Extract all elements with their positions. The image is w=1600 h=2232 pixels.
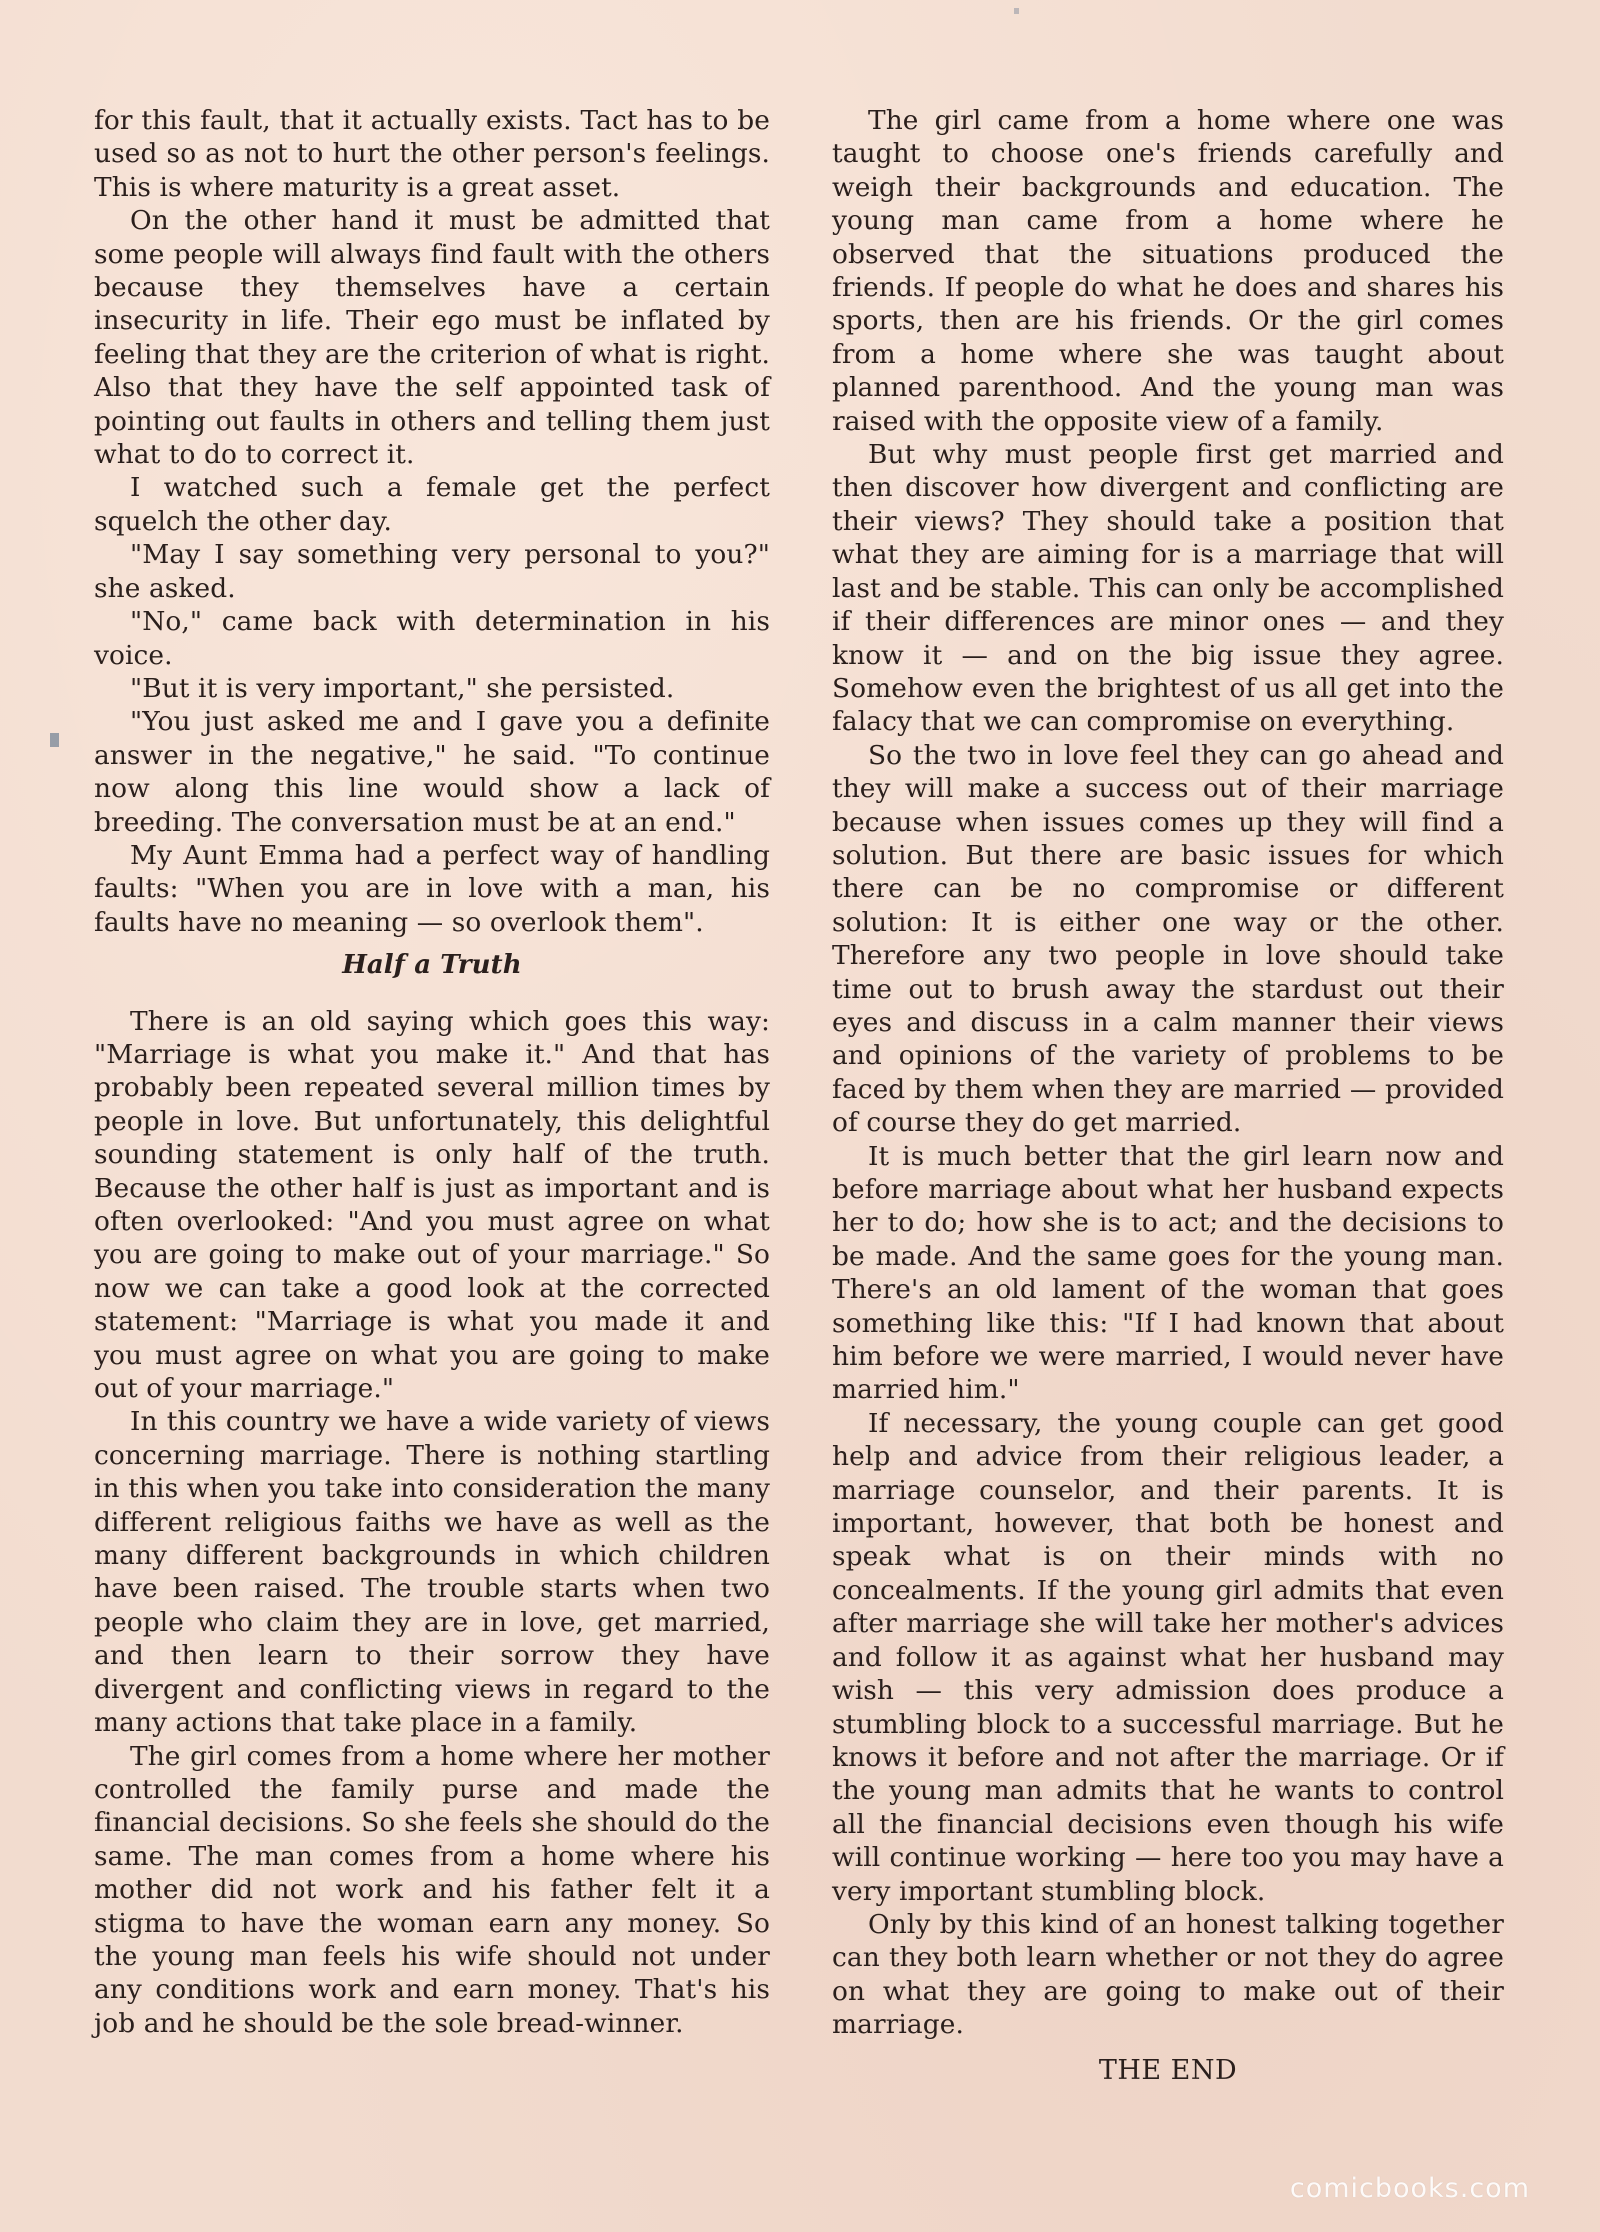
paragraph: "May I say something very personal to you?" she asked. [94,539,770,604]
paragraph: "You just asked me and I gave you a definite answer in the negative," he said. "To continue now along this line would show a lack of breeding. The conversation must be at an end." [94,706,770,838]
paragraph: I watched such a female get the perfect squelch the other day. [94,472,770,537]
paragraph: "No," came back with determination in his voice. [94,606,770,671]
paragraph: There is an old saying which goes this way: "Marriage is what you make it." And that has probably been repeated several million times by people in love. But unfortunately, this delightful sounding statement is only half of the truth. Because the other half is just as important and is often overlooked: "And you must agree on what you are going to make out of your marriage." So now we can take a good look at the corrected statement: "Marriage is what you made it and you must agree on what you are going to make out of your marriage." [94,1005,770,1405]
site-watermark: comicbooks.com [1289,2173,1530,2204]
paragraph: for this fault, that it actually exists. Tact has to be used so as not to hurt the other person's feelings. This is where maturity is a great asset. [94,105,770,203]
left-column [94,104,770,2040]
ink-speck [50,733,59,747]
paragraph: So the two in love feel they can go ahead and they will make a success out of their marriage because when issues comes up they will find a solution. But there are basic issues for which there can be no compromise or different solution: It is either one way or the other. Therefore any two people in love should take time out to brush away the stardust out their eyes and discuss in a calm manner their views and opinions of the variety of problems to be faced by them when they are married — provided of course they do get married. [832,739,1504,1139]
paragraph: The girl comes from a home where her mother controlled the family purse and made the financial decisions. So she feels she should do the same. The man comes from a home where his mother did not work and his father felt it a stigma to have the woman earn any money. So the young man feels his wife should not under any conditions work and earn money. That's his job and he should be the sole bread-winner. [94,1740,770,2039]
paragraph: In this country we have a wide variety of views concerning marriage. There is nothing startling in this when you take into consideration the many different religious faiths we have as well as the many different backgrounds in which children have been raised. The trouble starts when two people who claim they are in love, get married, and then learn to their sorrow they have divergent and conflicting views in regard to the many actions that take place in a family. [94,1406,770,1739]
paragraph: "But it is very important," she persisted. [130,672,675,704]
right-column [832,104,1504,2087]
paragraph: On the other hand it must be admitted that some people will always find fault with the others because they themselves have a certain insecurity in life. Their ego must be inflated by feeling that they are the criterion of what is right. Also that they have the self appointed task of pointing out faults in others and telling them just what to do to correct it. [94,205,770,471]
the-end-label: THE END [1098,2054,1238,2086]
ink-speck [1014,8,1019,14]
paragraph: It is much better that the girl learn now and before marriage about what her husband expects her to do; how she is to act; and the decisions to be made. And the same goes for the young man. There's an old lament of the woman that goes something like this: "If I had known that about him before we were married, I would never have married him." [832,1140,1504,1406]
paragraph: But why must people first get married and then discover how divergent and conflicting are their views? They should take a position that what they are aiming for is a marriage that will last and be stable. This can only be accomplished if their differences are minor ones — and they know it — and on the big issue they agree. Somehow even the brightest of us all get into the falacy that we can compromise on everything. [832,439,1504,738]
paragraph: The girl came from a home where one was taught to choose one's friends carefully and weigh their backgrounds and education. The young man came from a home where he observed that the situations produced the friends. If people do what he does and shares his sports, then are his friends. Or the girl comes from a home where she was taught about planned parenthood. And the young man was raised with the opposite view of a family. [832,105,1504,437]
paragraph: My Aunt Emma had a perfect way of handling faults: "When you are in love with a man, his faults have no meaning — so overlook them". [94,839,770,938]
paragraph: If necessary, the young couple can get good help and advice from their religious leader, a marriage counselor, and their parents. It is important, however, that both be honest and speak what is on their minds with no concealments. If the young girl admits that even after marriage she will take her mother's advices and follow it as against what her husband may wish — this very admission does produce a stumbling block to a successful marriage. But he knows it before and not after the marriage. Or if the young man admits that he wants to control all the financial decisions even though his wife will continue working — here too you may have a very important stumbling block. [832,1407,1504,1907]
section-heading: Half a Truth [342,950,522,981]
paragraph: Only by this kind of an honest talking together can they both learn whether or not they do agree on what they are going to make out of their marriage. [832,1908,1504,2041]
